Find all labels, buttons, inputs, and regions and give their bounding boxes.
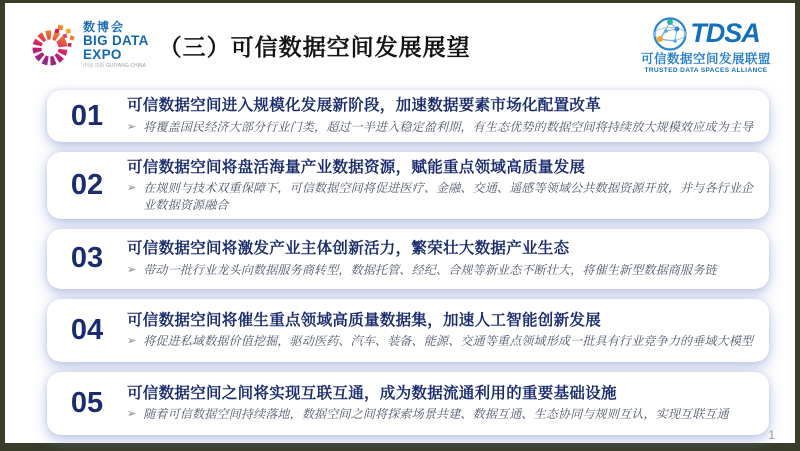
card-bullet-text: 将促进私域数据价值挖掘，驱动医药、汽车、装备、能源、交通等重点领域形成一批具有行业竞争力的垂域大模型	[143, 333, 754, 348]
expo-swirl-icon	[29, 20, 77, 70]
tdsa-abbr: TDSA	[690, 17, 760, 48]
expo-logo-cn: 数博会	[83, 20, 126, 35]
card-number: 03	[70, 242, 104, 275]
card-bullet-text: 在规则与技术双重保障下，可信数据空间将促进医疗、金融、交通、遥感等领域公共数据资源开放，并与各行业企业数据资源融合	[143, 181, 754, 212]
expo-logo-tagline: 中国·贵阳 GUIYANG·CHINA	[83, 62, 146, 69]
card-bullet-text: 带动一批行业龙头向数据服务商转型，数据托管、经纪、合规等新业态不断壮大，将催生新型数据商服务链	[143, 262, 717, 277]
arrow-bullet-icon: ➢	[127, 182, 137, 195]
tdsa-name-en: TRUSTED DATA SPACES ALLIANCE	[644, 67, 768, 75]
page-number: 1	[768, 428, 775, 442]
card-heading: 可信数据空间将激发产业主体创新活力，繁荣壮大数据产业生态	[127, 240, 570, 258]
card-bullet-text: 随着可信数据空间持续落地，数据空间之间将探索场景共建、数据互通、生态协同与规则互认，实现互联互通	[143, 407, 729, 422]
slide	[5, 3, 795, 443]
tdsa-logo	[641, 16, 771, 75]
slide-header	[5, 3, 795, 87]
card-01	[47, 90, 769, 142]
card-heading: 可信数据空间之间将实现互联互通，成为数据流通利用的重要基础设施	[127, 384, 617, 402]
big-data-expo-logo	[29, 20, 149, 70]
card-04	[47, 299, 769, 362]
expo-logo-line1: BIG DATA	[83, 32, 149, 48]
card-number: 02	[70, 169, 104, 202]
card-bullet-text: 将覆盖国民经济大部分行业门类，超过一半进入稳定盈利期，有生态优势的数据空间将持续放大规模效应成为主导	[143, 119, 754, 134]
expo-logo-text	[83, 21, 149, 69]
card-heading: 可信数据空间进入规模化发展新阶段，加速数据要素市场化配置改革	[127, 97, 602, 115]
page-title: （三）可信数据空间发展展望	[158, 33, 471, 60]
card-05	[47, 372, 769, 435]
card-03	[47, 229, 769, 288]
expo-logo-line2: EXPO	[83, 46, 122, 62]
card-number: 05	[70, 386, 104, 419]
card-number: 04	[70, 313, 104, 346]
card-heading: 可信数据空间将盘活海量产业数据资源，赋能重点领域高质量发展	[127, 158, 586, 176]
card-02	[47, 152, 769, 219]
card-heading: 可信数据空间将催生重点领域高质量数据集，加速人工智能创新发展	[127, 311, 602, 329]
content-cards	[47, 90, 769, 435]
tdsa-globe-icon	[652, 16, 688, 52]
card-number: 01	[70, 99, 104, 132]
arrow-bullet-icon: ➢	[127, 120, 137, 133]
tdsa-name-cn: 可信数据空间发展联盟	[640, 51, 771, 66]
arrow-bullet-icon: ➢	[127, 408, 137, 421]
arrow-bullet-icon: ➢	[127, 334, 137, 347]
arrow-bullet-icon: ➢	[127, 263, 137, 276]
